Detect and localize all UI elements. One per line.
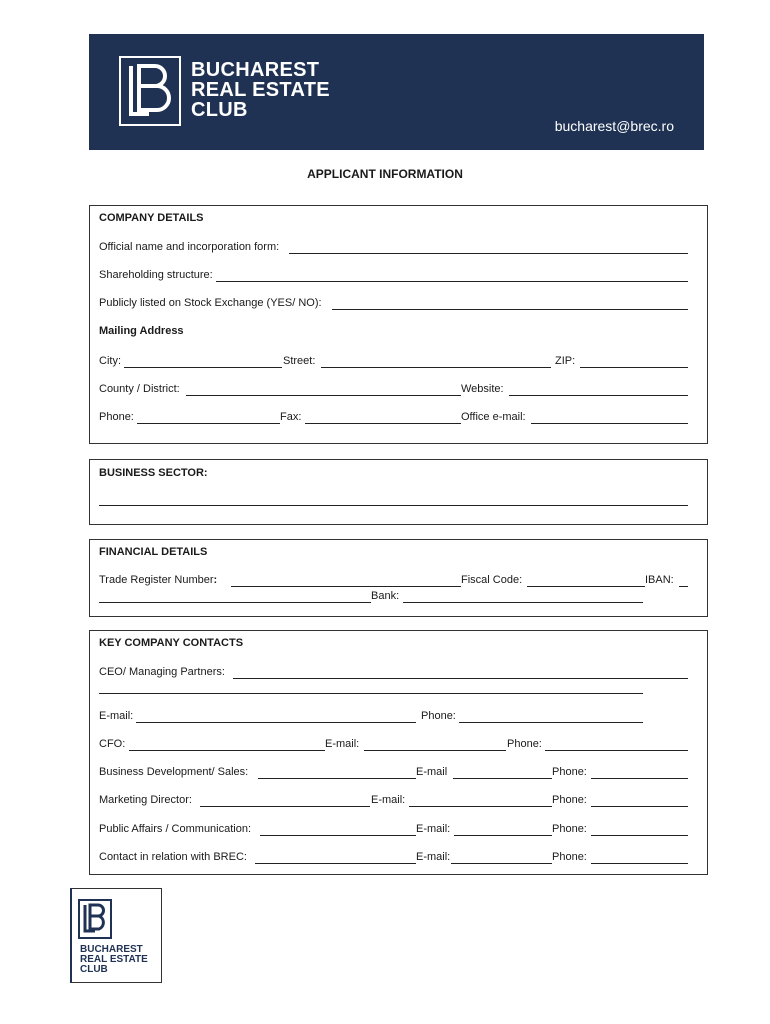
ceo-contact-row: [99, 710, 688, 724]
public-affairs-phone-label: Phone:: [552, 823, 587, 835]
business-sector-section: [89, 459, 708, 525]
brec-logo-icon: [119, 56, 181, 126]
official-name-row: [99, 241, 688, 255]
footer-logo-icon: [78, 899, 112, 939]
listed-field[interactable]: [332, 297, 688, 310]
ceo-field-continued[interactable]: [99, 693, 643, 694]
page-title: APPLICANT INFORMATION: [307, 167, 463, 181]
bizdev-row: [99, 766, 688, 780]
street-label: Street:: [283, 355, 316, 367]
shareholding-row: [99, 269, 688, 283]
bank-field[interactable]: [403, 590, 643, 603]
public-affairs-row: [99, 823, 688, 837]
marketing-field[interactable]: [200, 794, 370, 807]
street-field[interactable]: [321, 355, 551, 368]
public-affairs-label: Public Affairs / Communication:: [99, 823, 252, 835]
cfo-row: [99, 738, 688, 752]
listed-label: Publicly listed on Stock Exchange (YES/ NO):: [99, 297, 322, 309]
fax-label: Fax:: [280, 411, 302, 423]
bizdev-field[interactable]: [258, 766, 416, 779]
county-field[interactable]: [186, 383, 461, 396]
ceo-field[interactable]: [233, 666, 688, 679]
key-contacts-heading: KEY COMPANY CONTACTS: [99, 637, 244, 649]
ceo-phone-label: Phone:: [421, 710, 456, 722]
ceo-phone-field[interactable]: [459, 710, 643, 723]
financial-details-section: [89, 539, 708, 617]
phone-row: [99, 411, 688, 425]
marketing-phone-label: Phone:: [552, 794, 587, 806]
mailing-address-heading: Mailing Address: [99, 325, 184, 337]
fiscal-code-label: Fiscal Code:: [461, 574, 523, 586]
bizdev-phone-label: Phone:: [552, 766, 587, 778]
key-contacts-section: [89, 630, 708, 875]
ceo-row: [99, 666, 688, 680]
zip-label: ZIP:: [555, 355, 576, 367]
public-affairs-field[interactable]: [260, 823, 416, 836]
shareholding-label: Shareholding structure:: [99, 269, 213, 281]
brec-logo-text: BUCHAREST REAL ESTATE CLUB: [191, 59, 330, 121]
brec-phone-label: Phone:: [552, 851, 587, 863]
website-label: Website:: [461, 383, 504, 395]
financial-details-heading: FINANCIAL DETAILS: [99, 546, 208, 558]
business-sector-field[interactable]: [99, 505, 688, 506]
address-row: [99, 355, 688, 369]
marketing-email-field[interactable]: [409, 794, 552, 807]
bizdev-email-field[interactable]: [453, 766, 552, 779]
phone-field[interactable]: [137, 411, 280, 424]
footer-logo: [70, 888, 162, 983]
zip-field[interactable]: [580, 355, 688, 368]
county-label: County / District:: [99, 383, 180, 395]
marketing-email-label: E-mail:: [371, 794, 406, 806]
fax-field[interactable]: [305, 411, 461, 424]
brec-email-field[interactable]: [451, 851, 552, 864]
iban-label: IBAN:: [645, 574, 674, 586]
city-label: City:: [99, 355, 121, 367]
bizdev-phone-field[interactable]: [591, 766, 688, 779]
bizdev-email-label: E-mail: [416, 766, 448, 778]
brec-contact-label: Contact in relation with BREC:: [99, 851, 247, 863]
county-row: [99, 383, 688, 397]
bizdev-label: Business Development/ Sales:: [99, 766, 249, 778]
cfo-email-field[interactable]: [364, 738, 506, 751]
iban-field[interactable]: [679, 574, 688, 587]
listed-row: [99, 297, 688, 311]
official-name-field[interactable]: [289, 241, 688, 254]
public-affairs-phone-field[interactable]: [591, 823, 688, 836]
contact-email[interactable]: bucharest@brec.ro: [554, 118, 674, 134]
company-details-section: [89, 205, 708, 444]
marketing-phone-field[interactable]: [591, 794, 688, 807]
marketing-row: [99, 794, 688, 808]
official-name-label: Official name and incorporation form:: [99, 241, 280, 253]
business-sector-heading: BUSINESS SECTOR:: [99, 467, 208, 479]
marketing-label: Marketing Director:: [99, 794, 192, 806]
brec-phone-field[interactable]: [591, 851, 688, 864]
ceo-label: CEO/ Managing Partners:: [99, 666, 225, 678]
fiscal-code-field[interactable]: [527, 574, 645, 587]
footer-logo-text: BUCHAREST REAL ESTATE CLUB: [80, 944, 148, 975]
brec-email-label: E-mail:: [416, 851, 451, 863]
phone-label: Phone:: [99, 411, 134, 423]
cfo-phone-field[interactable]: [545, 738, 688, 751]
header-banner: [89, 34, 704, 150]
office-email-label: Office e-mail:: [461, 411, 526, 423]
ceo-email-label: E-mail:: [99, 710, 134, 722]
cfo-phone-label: Phone:: [507, 738, 542, 750]
trade-register-row: [99, 574, 688, 588]
cfo-email-label: E-mail:: [325, 738, 360, 750]
brec-contact-row: [99, 851, 688, 865]
city-field[interactable]: [124, 355, 282, 368]
website-field[interactable]: [509, 383, 688, 396]
cfo-label: CFO:: [99, 738, 126, 750]
iban-field-continued[interactable]: [99, 590, 371, 603]
brec-contact-field[interactable]: [255, 851, 416, 864]
company-details-heading: COMPANY DETAILS: [99, 212, 204, 224]
cfo-field[interactable]: [129, 738, 325, 751]
trade-register-field[interactable]: [231, 574, 461, 587]
ceo-email-field[interactable]: [136, 710, 416, 723]
public-affairs-email-field[interactable]: [454, 823, 552, 836]
shareholding-field[interactable]: [216, 269, 688, 282]
trade-register-label: Trade Register Number:: [99, 574, 218, 586]
office-email-field[interactable]: [531, 411, 688, 424]
bank-label: Bank:: [371, 590, 400, 602]
public-affairs-email-label: E-mail:: [416, 823, 451, 835]
bank-row: [99, 590, 688, 604]
